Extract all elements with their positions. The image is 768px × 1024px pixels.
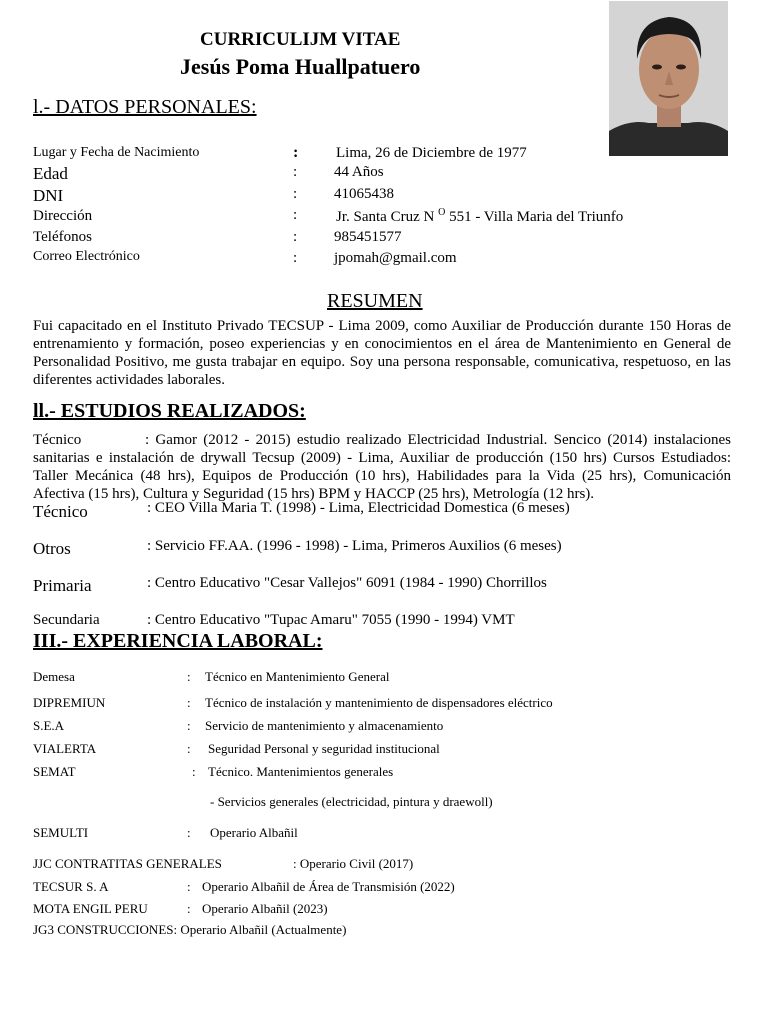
- job-company: SEMAT: [33, 764, 76, 779]
- phone-colon: :: [293, 229, 298, 245]
- job-colon: :: [187, 901, 191, 916]
- job-company: JJC CONTRATITAS GENERALES: [33, 856, 222, 871]
- job-role: Técnico. Mantenimientos generales: [208, 764, 394, 779]
- birth-value: Lima, 26 de Diciembre de 1977: [336, 145, 527, 161]
- estudios-tecnico-label: Técnico: [33, 432, 82, 448]
- profile-photo: [609, 1, 728, 156]
- phone-label: Teléfonos: [33, 229, 92, 245]
- job-role: : Operario Civil (2017): [293, 856, 414, 871]
- estudio-value: : Centro Educativo "Cesar Vallejos" 6091 (1984 - 1990) Chorrillos: [147, 575, 547, 591]
- email-label: Correo Electrónico: [33, 249, 140, 264]
- estudios-tecnico-paragraph: [33, 431, 731, 503]
- age-label: Edad: [33, 164, 68, 183]
- estudio-value: : Centro Educativo "Tupac Amaru" 7055 (1990 - 1994) VMT: [147, 612, 515, 628]
- section-resumen-title: RESUMEN: [327, 290, 423, 312]
- dni-value: 41065438: [334, 186, 394, 202]
- job-colon: :: [187, 695, 191, 710]
- job-role: Técnico en Mantenimiento General: [205, 669, 390, 684]
- estudio-label: Secundaria: [33, 612, 100, 628]
- age-value: 44 Años: [334, 164, 384, 180]
- phone-value: 985451577: [334, 229, 402, 245]
- address-colon: :: [293, 207, 298, 223]
- job-colon: :: [187, 825, 191, 840]
- job-role: Seguridad Personal y seguridad institucional: [208, 741, 440, 756]
- estudio-value: : Servicio FF.AA. (1996 - 1998) - Lima, Primeros Auxilios (6 meses): [147, 538, 562, 554]
- job-role: Técnico de instalación y mantenimiento de dispensadores eléctrico: [205, 695, 553, 710]
- job-company: S.E.A: [33, 718, 65, 733]
- job-company: VIALERTA: [33, 741, 97, 756]
- job-colon: :: [187, 669, 191, 684]
- birth-label: Lugar y Fecha de Nacimiento: [33, 145, 200, 160]
- age-colon: :: [293, 164, 298, 180]
- dni-label: DNI: [33, 186, 64, 205]
- section-experiencia-title: III.- EXPERIENCIA LABORAL:: [33, 630, 323, 652]
- section-personal-title: l.- DATOS PERSONALES:: [33, 96, 257, 118]
- estudio-label: Primaria: [33, 576, 92, 595]
- email-value: jpomah@gmail.com: [334, 250, 457, 266]
- job-company: Demesa: [33, 669, 75, 684]
- job-colon: :: [192, 764, 196, 779]
- job-role: Operario Albañil: [210, 825, 298, 840]
- section-estudios-title: ll.- ESTUDIOS REALIZADOS:: [33, 400, 306, 422]
- dni-colon: :: [293, 186, 298, 202]
- estudio-label: Técnico: [33, 502, 88, 521]
- address-value: Jr. Santa Cruz N $^O$ 551 - Villa Maria del Triunfo: [336, 207, 624, 225]
- applicant-name: Jesús Poma Huallpatuero: [180, 54, 421, 79]
- job-company: DIPREMIUN: [33, 695, 106, 710]
- birth-colon: :: [293, 144, 299, 161]
- estudios-tecnico-text: : Gamor (2012 - 2015) estudio realizado Electricidad Industrial. Sencico (2014) instalaciones sanitarias e instalación de drywall Tecsup (2009) - Lima, Auxiliar de producción (150 hrs) Cursos Estudiados: Taller Mecánica (48 hrs), Equipos de Producción (10 hrs), Habilidades para la Vida (25 hrs), Comunicación Afectiva (15 hrs), Cultura y Seguridad (15 hrs) BPM y HACCP (25 hrs), Metrología (12 hrs).: [33, 432, 731, 502]
- job-colon: :: [187, 741, 191, 756]
- resumen-paragraph: Fui capacitado en el Instituto Privado TECSUP - Lima 2009, como Auxiliar de Producción durante 150 Horas de entrenamiento y formación, poseo experiencias y en conocimientos en el área de Mantenimiento en General de Personalidad Positivo, me gusta trabajar en equipo. Soy una persona responsable, comunicativa, respetuoso, en las diferentes actividades laborales.: [33, 318, 731, 388]
- job-colon: :: [187, 879, 191, 894]
- job-role: Operario Albañil (2023): [202, 901, 328, 916]
- job-colon: :: [187, 718, 191, 733]
- job-role: Servicio de mantenimiento y almacenamiento: [205, 718, 444, 733]
- job-company: MOTA ENGIL PERU: [33, 901, 148, 916]
- job-line: JG3 CONSTRUCCIONES: Operario Albañil (Actualmente): [33, 922, 347, 937]
- email-colon: :: [293, 250, 298, 266]
- job-role-detail: - Servicios generales (electricidad, pintura y draewoll): [210, 794, 493, 809]
- job-company: SEMULTI: [33, 825, 89, 840]
- estudio-value: : CEO Villa Maria T. (1998) - Lima, Electricidad Domestica (6 meses): [147, 500, 570, 516]
- job-company: TECSUR S. A: [33, 879, 109, 894]
- document-title: CURRICULIJM VITAE: [200, 29, 401, 50]
- address-label: Dirección: [33, 208, 93, 224]
- job-role: Operario Albañil de Área de Transmisión (2022): [202, 879, 455, 894]
- estudio-label: Otros: [33, 539, 71, 558]
